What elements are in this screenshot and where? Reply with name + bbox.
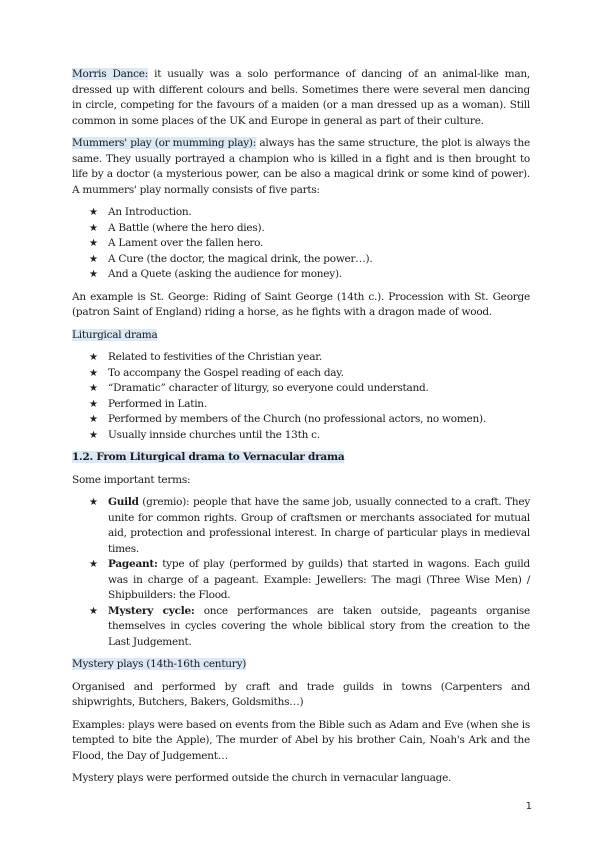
star-bullet-icon: ★ bbox=[89, 222, 98, 234]
term-pageant: ★ Pageant: type of play (performed by guilds) that started in wagons. Each guild was in charge of a pageant. Example: Jewellers: The magi (Three Wise Men) / Shipbuilders: the Flood. bbox=[89, 558, 530, 601]
list-item: ★ An Introduction. bbox=[89, 205, 530, 221]
star-bullet-icon: ★ bbox=[89, 352, 98, 363]
list-item: ★ Related to festivities of the Christian year. bbox=[89, 350, 530, 366]
section-heading: 1.2. From Liturgical drama to Vernacular drama bbox=[72, 451, 345, 463]
star-bullet-icon: ★ bbox=[89, 605, 98, 617]
list-item: ★ “Dramatic” character of liturgy, so everyone could understand. bbox=[89, 381, 530, 397]
term-guild: ★ Guild (gremio): people that have the same job, usually connected to a craft. They unite for common rights. Group of craftsmen or merchants associated for mutual aid, protection and professional interest. In charge of particular plays in medieval times. bbox=[89, 496, 530, 555]
list-item: ★ Performed in Latin. bbox=[89, 397, 530, 413]
mystery-plays-paragraph: Mystery plays were performed outside the church in vernacular language. bbox=[72, 772, 452, 784]
list-item: ★ Usually innside churches until the 13th c. bbox=[89, 428, 530, 444]
morris-dance-paragraph bbox=[72, 67, 530, 129]
terms-intro: Some important terms: bbox=[72, 473, 191, 486]
page-number: 1 bbox=[525, 801, 532, 812]
list-item: ★ To accompany the Gospel reading of each day. bbox=[89, 366, 530, 382]
mummers-play-text: always has the same structure, the plot is always the same. They usually portrayed a champion who is killed in a fight and is then brought to life by a doctor (a mysterious power, can be also a magical drink or some kind of power). A mummers' play normally consists of five parts: bbox=[72, 137, 531, 196]
mystery-plays-heading: Mystery plays (14th-16th century) bbox=[72, 658, 247, 670]
mummers-play-term: Mummers' play (or mumming play): bbox=[72, 137, 257, 149]
list-item: ★ Performed by members of the Church (no professional actors, no women). bbox=[89, 412, 530, 428]
star-bullet-icon: ★ bbox=[89, 238, 98, 249]
st-george-example-paragraph: An example is St. George: Riding of Saint George (14th c.). Procession with St. George (patron Saint of England) riding a horse, as he fights with a dragon made of wood. bbox=[72, 290, 530, 318]
morris-dance-term: Morris Dance: bbox=[72, 68, 149, 80]
page-content bbox=[72, 67, 530, 794]
mummers-parts-list bbox=[72, 205, 530, 283]
star-bullet-icon: ★ bbox=[89, 414, 98, 425]
liturgical-drama-heading: Liturgical drama bbox=[72, 328, 158, 341]
mystery-plays-paragraph: Examples: plays were based on events from the Bible such as Adam and Eve (when she is tempted to bite the Apple), The murder of Abel by his brother Cain, Noah's Ark and the Flood, the Day of Judgement… bbox=[72, 718, 530, 762]
star-bullet-icon: ★ bbox=[89, 269, 98, 280]
star-bullet-icon: ★ bbox=[89, 253, 98, 265]
star-bullet-icon: ★ bbox=[89, 559, 98, 570]
liturgical-drama-list bbox=[72, 350, 530, 443]
list-item: ★ A Battle (where the hero dies). bbox=[89, 221, 530, 237]
star-bullet-icon: ★ bbox=[89, 398, 98, 410]
list-item: ★ And a Quete (asking the audience for money). bbox=[89, 267, 530, 283]
star-bullet-icon: ★ bbox=[89, 497, 98, 508]
star-bullet-icon: ★ bbox=[89, 207, 98, 218]
star-bullet-icon: ★ bbox=[89, 383, 98, 394]
list-item: ★ A Cure (the doctor, the magical drink, the power…). bbox=[89, 252, 530, 268]
term-mystery-cycle: ★ Mystery cycle: once performances are taken outside, pageants organise themselves in cycles covering the whole biblical story from the creation to the Last Judgement. bbox=[89, 604, 530, 648]
mummers-play-paragraph bbox=[72, 136, 530, 198]
star-bullet-icon: ★ bbox=[89, 429, 98, 441]
mystery-plays-paragraph: Organised and performed by craft and trade guilds in towns (Carpenters and shipwrights, Butchers, Bakers, Goldsmiths…) bbox=[72, 680, 530, 708]
morris-dance-text: it usually was a solo performance of dancing of an animal-like man, dressed up with different colours and bells. Sometimes there were several men dancing in circle, competing for the favours of a maiden (or a man dressed up as a woman). Still common in some places of the UK and Europe in general as part of their culture. bbox=[72, 68, 530, 127]
list-item: ★ A Lament over the fallen hero. bbox=[89, 236, 530, 252]
star-bullet-icon: ★ bbox=[89, 367, 98, 379]
terms-list bbox=[72, 495, 530, 650]
